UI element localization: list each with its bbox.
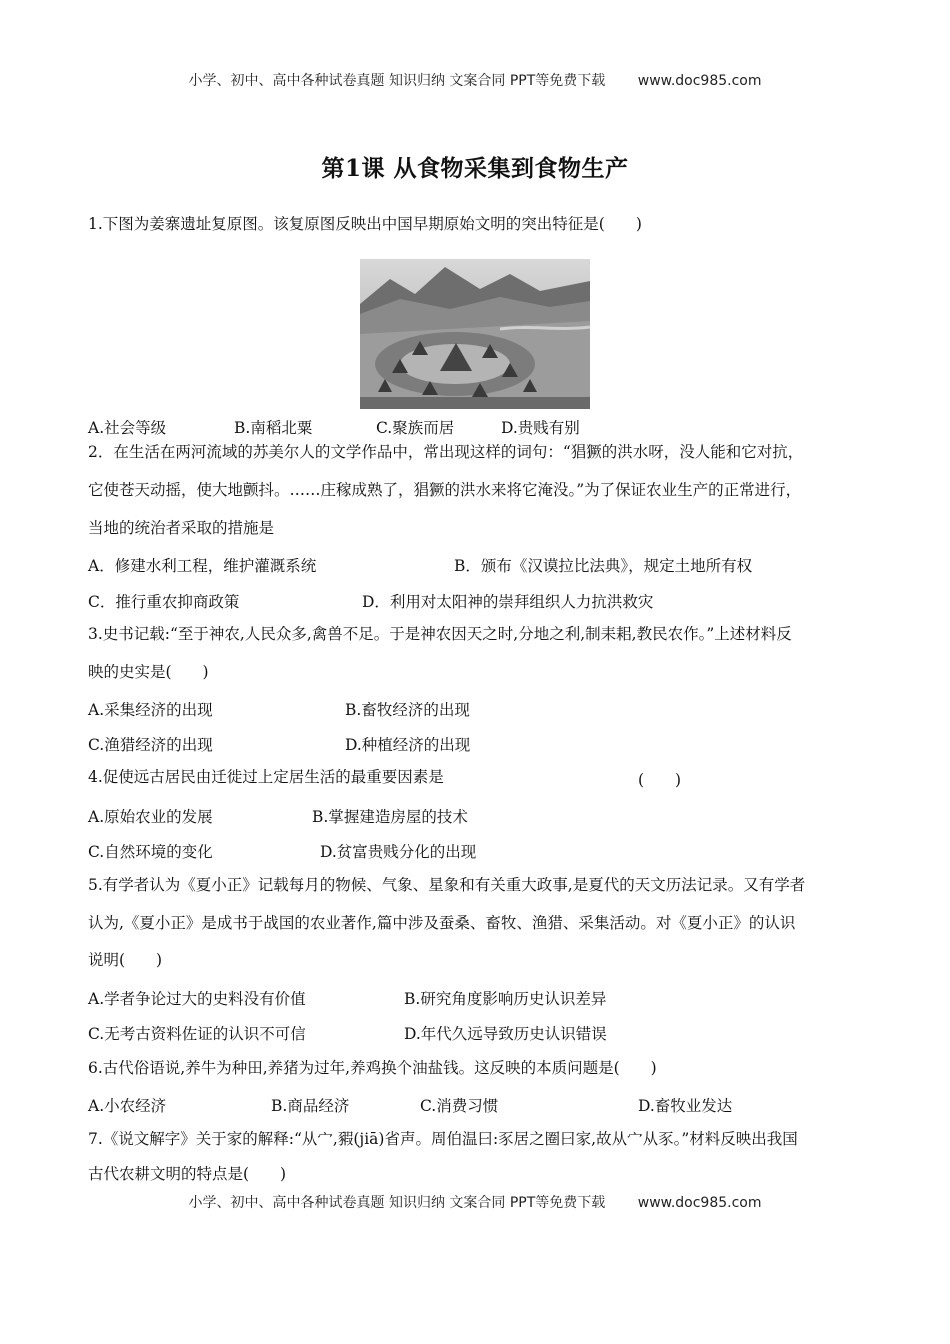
q5-option-d: D.年代久远导致历史认识错误 [404,1025,607,1043]
q4-option-a: A.原始农业的发展 [88,808,213,826]
q1-option-d: D.贵贱有别 [501,419,580,437]
q7-line-1: 7.《说文解字》关于家的解释:“从宀,豭(jiā)省声。周伯温曰:豕居之圈曰家,故从宀从豕。”材料反映出我国 [88,1130,798,1148]
footer-site[interactable]: www.doc985.com [637,1195,762,1211]
q4-option-d: D.贫富贵贱分化的出现 [320,843,477,861]
page-footer [0,1192,950,1212]
q6-stem: 6.古代俗语说,养牛为种田,养猪为过年,养鸡换个油盐钱。这反映的本质问题是( ) [88,1059,657,1077]
q3-option-d: D.种植经济的出现 [345,736,471,754]
q7-line-2: 古代农耕文明的特点是( ) [88,1165,287,1183]
q6-option-a: A.小农经济 [88,1097,167,1115]
header-text: 小学、初中、高中各种试卷真题 知识归纳 文案合同 PPT等免费下载 [188,73,606,89]
q3-option-c: C.渔猎经济的出现 [88,736,213,754]
q4-option-c: C.自然环境的变化 [88,843,213,861]
q3-line-1: 3.史书记载:“至于神农,人民众多,禽兽不足。于是神农因天之时,分地之利,制耒耜,教民农作。”上述材料反 [88,625,792,643]
q5-line-1: 5.有学者认为《夏小正》记载每月的物候、气象、星象和有关重大政事,是夏代的天文历法记录。又有学者 [88,876,806,894]
q3-line-2: 映的史实是( ) [88,663,209,681]
page-title: 第1课 从食物采集到食物生产 [321,155,629,182]
q2-option-b: B．颁布《汉谟拉比法典》，规定土地所有权 [454,557,753,575]
q5-line-3: 说明( ) [88,951,163,969]
q2-line-2: 它使苍天动摇，使大地颤抖。……庄稼成熟了，猖獗的洪水来将它淹没。”为了保证农业生产的正常进行， [88,481,802,499]
q3-option-a: A.采集经济的出现 [88,701,213,719]
q1-option-a: A.社会等级 [88,419,167,437]
q1-option-b: B.南稻北粟 [234,419,313,437]
q6-option-c: C.消费习惯 [420,1097,499,1115]
q1-stem: 1.下图为姜寨遗址复原图。该复原图反映出中国早期原始文明的突出特征是( ) [88,215,642,233]
q6-option-b: B.商品经济 [271,1097,350,1115]
q4-option-b: B.掌握建造房屋的技术 [312,808,468,826]
q6-option-d: D.畜牧业发达 [638,1097,733,1115]
q5-option-b: B.研究角度影响历史认识差异 [404,990,607,1008]
q4-answer-paren: ( ) [638,771,682,789]
q3-option-b: B.畜牧经济的出现 [345,701,470,719]
q2-line-1: 2．在生活在两河流域的苏美尔人的文学作品中，常出现这样的词句：“猖獗的洪水呀，没人能和它对抗， [88,443,804,461]
q2-option-d: D．利用对太阳神的崇拜组织人力抗洪救灾 [362,593,654,611]
q5-option-c: C.无考古资料佐证的认识不可信 [88,1025,306,1043]
header-site[interactable]: www.doc985.com [637,73,762,89]
q2-line-3: 当地的统治者采取的措施是 [88,519,275,537]
jiangzhai-reconstruction-image [360,259,590,409]
q4-stem: 4.促使远古居民由迁徙过上定居生活的最重要因素是 [88,768,444,786]
q2-option-a: A．修建水利工程，维护灌溉系统 [88,557,317,575]
q5-option-a: A.学者争论过大的史料没有价值 [88,990,306,1008]
page-header [0,70,950,90]
q1-option-c: C.聚族而居 [376,419,455,437]
footer-text: 小学、初中、高中各种试卷真题 知识归纳 文案合同 PPT等免费下载 [188,1195,606,1211]
q5-line-2: 认为,《夏小正》是成书于战国的农业著作,篇中涉及蚕桑、畜牧、渔猎、采集活动。对《夏小正》的认识 [88,914,796,932]
q2-option-c: C．推行重农抑商政策 [88,593,240,611]
